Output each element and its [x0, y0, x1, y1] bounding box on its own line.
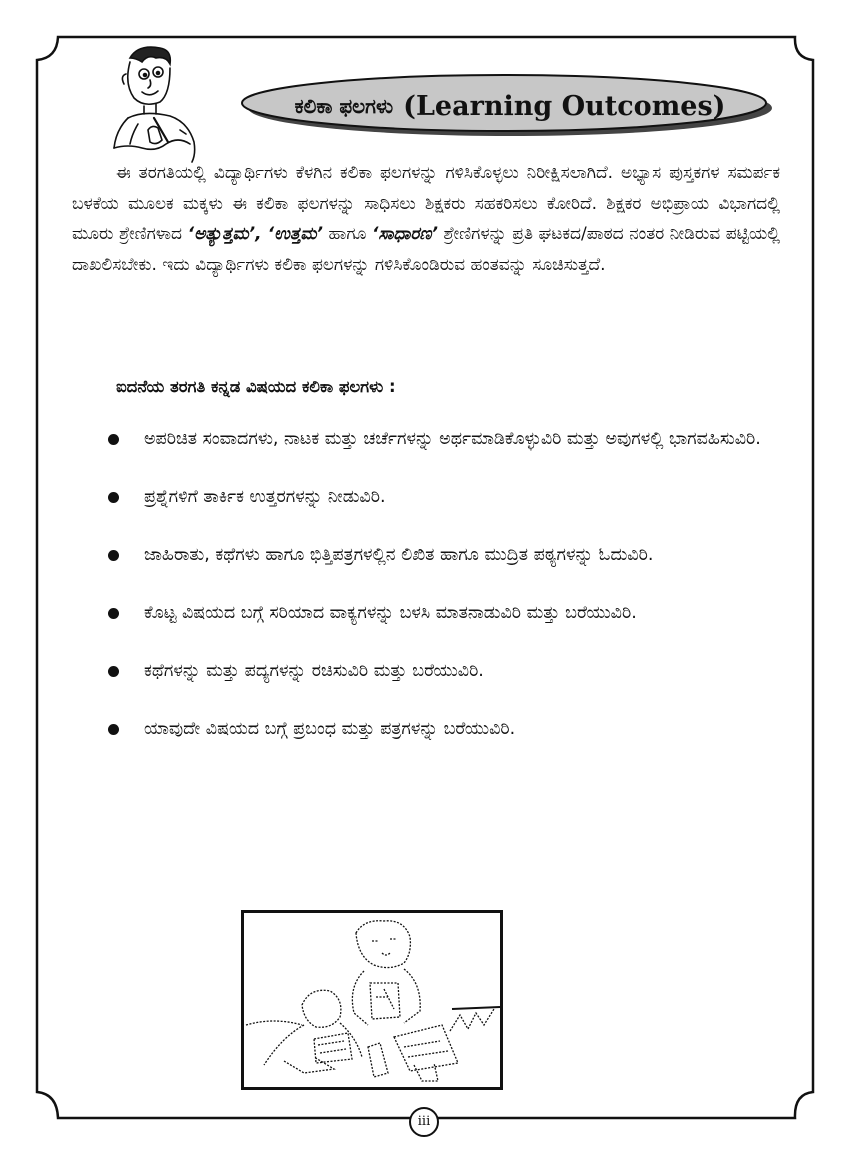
children-studying-drawing — [244, 913, 500, 1087]
bullet-icon — [108, 550, 119, 561]
grade-label-2: ‘ಸಾಧಾರಣ’ — [371, 224, 438, 244]
bullet-icon — [108, 666, 119, 677]
bullet-icon — [108, 608, 119, 619]
title-kannada: ಕಲಿಕಾ ಫಲಗಳು — [294, 94, 394, 118]
list-item — [102, 598, 782, 629]
list-item — [102, 656, 782, 687]
outcome-text: ಪ್ರಶ್ನೆಗಳಿಗೆ ತಾರ್ಕಿಕ ಉತ್ತರಗಳನ್ನು ನೀಡುವಿರಿ. — [144, 487, 386, 507]
page-number: iii — [409, 1107, 439, 1137]
list-item — [102, 714, 782, 745]
bullet-icon — [108, 434, 119, 445]
list-item — [102, 424, 782, 455]
outcome-text: ಜಾಹಿರಾತು, ಕಥೆಗಳು ಹಾಗೂ ಭಿತ್ತಿಪತ್ರಗಳಲ್ಲಿನ ಲಿಖಿತ ಹಾಗೂ ಮುದ್ರಿತ ಪಠ್ಯಗಳನ್ನು ಓದುವಿರಿ. — [144, 545, 654, 565]
list-item — [102, 482, 782, 513]
bullet-icon — [108, 724, 119, 735]
title-english: (Learning Outcomes) — [403, 90, 726, 122]
outcomes-list — [102, 424, 782, 745]
page-title — [250, 86, 770, 126]
boy-writing-illustration — [108, 44, 218, 164]
outcome-text: ಯಾವುದೇ ವಿಷಯದ ಬಗ್ಗೆ ಪ್ರಬಂಧ ಮತ್ತು ಪತ್ರಗಳನ್ನು ಬರೆಯುವಿರಿ. — [144, 719, 516, 739]
intro-paragraph — [72, 158, 780, 280]
outcome-text: ಅಪರಿಚಿತ ಸಂವಾದಗಳು, ನಾಟಕ ಮತ್ತು ಚರ್ಚೆಗಳನ್ನು ಅರ್ಥಮಾಡಿಕೊಳ್ಳುವಿರಿ ಮತ್ತು ಅವುಗಳಲ್ಲಿ ಭಾಗವಹಿಸುವಿರಿ. — [144, 429, 761, 449]
intro-text-mid: ಹಾಗೂ — [322, 224, 372, 244]
outcome-text: ಕೊಟ್ಟ ವಿಷಯದ ಬಗ್ಗೆ ಸರಿಯಾದ ವಾಕ್ಯಗಳನ್ನು ಬಳಸಿ ಮಾತನಾಡುವಿರಿ ಮತ್ತು ಬರೆಯುವಿರಿ. — [144, 603, 637, 623]
classroom-illustration — [241, 910, 503, 1090]
outcomes-subheading: ಐದನೆಯ ತರಗತಿ ಕನ್ನಡ ವಿಷಯದ ಕಲಿಕಾ ಫಲಗಳು : — [116, 377, 396, 396]
list-item — [102, 540, 782, 571]
grade-labels-1: ‘ಅತ್ಯುತ್ತಮ’, ‘ಉತ್ತಮ’ — [187, 224, 323, 244]
bullet-icon — [108, 492, 119, 503]
intro-text-2: ಶ್ರೇಣಿಗಳನ್ನು ಪ್ರತಿ ಘಟಕದ/ಪಾಠದ ನಂತರ ನೀಡಿರುವ ಪಟ್ಟಿಯಲ್ಲಿ ದಾಖಲಿಸಬೇಕು. ಇದು ವಿದ್ಯಾರ್ಥಿಗಳು ಕಲಿಕಾ ಫಲಗಳನ್ನು ಗಳಿಸಿಕೊಂಡಿರುವ ಹಂತವನ್ನು ಸೂಚಿಸುತ್ತದೆ. — [72, 224, 780, 275]
outcome-text: ಕಥೆಗಳನ್ನು ಮತ್ತು ಪದ್ಯಗಳನ್ನು ರಚಿಸುವಿರಿ ಮತ್ತು ಬರೆಯುವಿರಿ. — [144, 661, 484, 681]
intro-text-1: ಈ ತರಗತಿಯಲ್ಲಿ ವಿದ್ಯಾರ್ಥಿಗಳು ಕೆಳಗಿನ ಕಲಿಕಾ ಫಲಗಳನ್ನು ಗಳಿಸಿಕೊಳ್ಳಲು ನಿರೀಕ್ಷಿಸಲಾಗಿದೆ. ಅಭ್ಯಾಸ ಪುಸ್ತಕಗಳ ಸಮರ್ಪಕ ಬಳಕೆಯ ಮೂಲಕ ಮಕ್ಕಳು ಈ ಕಲಿಕಾ ಫಲಗಳನ್ನು ಸಾಧಿಸಲು ಶಿಕ್ಷಕರು ಸಹಕರಿಸಲು ಕೋರಿದೆ. ಶಿಕ್ಷಕರ ಅಭಿಪ್ರಾಯ ವಿಭಾಗದಲ್ಲಿ ಮೂರು ಶ್ರೇಣಿಗಳಾದ — [72, 163, 780, 244]
